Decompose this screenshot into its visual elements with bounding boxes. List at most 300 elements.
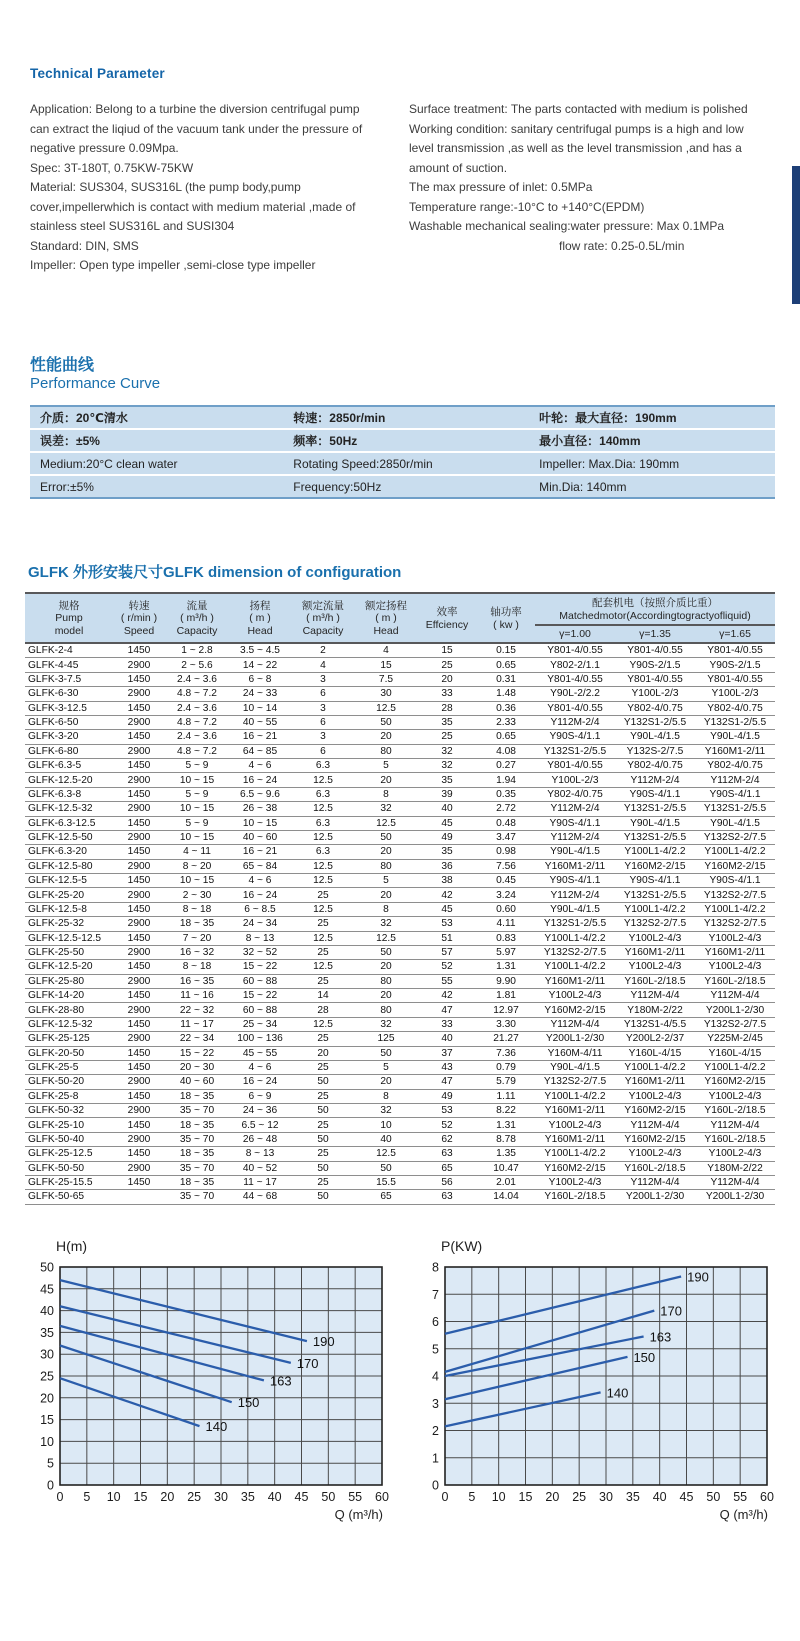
pump-value-cell: 50 [291, 1161, 355, 1175]
header-line: Matchedmotor(Accordingtogractyofliquid) [559, 609, 751, 622]
pump-value-cell: 1450 [113, 1060, 165, 1074]
pump-header-row [25, 593, 775, 625]
pump-value-cell: 1450 [113, 1118, 165, 1132]
pump-value-cell: 12.5 [355, 816, 417, 830]
pump-value-cell: 65 [417, 1161, 477, 1175]
pump-value-cell: Y132S1-2/5.5 [615, 830, 695, 844]
pump-table-row [25, 1089, 775, 1103]
pump-value-cell: 20 [355, 845, 417, 859]
pump-model-cell: GLFK-3-20 [25, 730, 113, 744]
page-edge-decoration [792, 166, 800, 304]
pump-value-cell: 18 ~ 35 [165, 917, 229, 931]
y-tick-label: 2 [432, 1424, 439, 1438]
pump-value-cell: 4 ~ 6 [229, 874, 291, 888]
pump-value-cell: 10 [355, 1118, 417, 1132]
pump-value-cell: 51 [417, 931, 477, 945]
pump-value-cell: 1450 [113, 672, 165, 686]
performance-curve-section [30, 352, 775, 499]
pump-value-cell: 16 ~ 35 [165, 974, 229, 988]
pump-value-cell: Y160L-2/18.5 [695, 974, 775, 988]
pump-value-cell: 42 [417, 989, 477, 1003]
pump-value-cell: Y200L2-2/37 [615, 1032, 695, 1046]
pump-model-cell: GLFK-28-80 [25, 1003, 113, 1017]
pump-value-cell: 50 [355, 1161, 417, 1175]
pump-value-cell: 25 [291, 945, 355, 959]
pump-value-cell: 15 [355, 658, 417, 672]
pump-value-cell: Y132S1-2/5.5 [615, 888, 695, 902]
pump-value-cell: 55 [417, 974, 477, 988]
y-tick-label: 40 [40, 1304, 54, 1319]
pump-value-cell: 2900 [113, 1003, 165, 1017]
header-line: Effciency [425, 618, 469, 631]
curve-label-163: 163 [649, 1329, 672, 1345]
pump-value-cell: 12.5 [355, 701, 417, 715]
pump-value-cell: 2900 [113, 1132, 165, 1146]
pump-value-cell: 20 ~ 30 [165, 1060, 229, 1074]
pump-value-cell: 25 [291, 1147, 355, 1161]
pump-value-cell: Y200L1-2/30 [695, 1190, 775, 1204]
curve-label-190: 190 [687, 1269, 709, 1285]
pump-table-row [25, 859, 775, 873]
pump-value-cell: 2900 [113, 658, 165, 672]
pump-value-cell: 2900 [113, 802, 165, 816]
pump-value-cell: 18 ~ 35 [165, 1175, 229, 1189]
pump-table-row [25, 1161, 775, 1175]
pump-value-cell: 63 [417, 1190, 477, 1204]
pump-specification-table [25, 592, 775, 1205]
pump-value-cell: 25 [291, 917, 355, 931]
pump-value-cell: 52 [417, 960, 477, 974]
pump-value-cell: 2.33 [477, 715, 535, 729]
pump-value-cell: 8 ~ 20 [165, 859, 229, 873]
pump-value-cell: 40 ~ 60 [229, 830, 291, 844]
pump-value-cell: 2 [291, 643, 355, 658]
pump-table-row [25, 1046, 775, 1060]
text-line: cover,impellerwhich is contact with medium material ,made of [30, 199, 356, 214]
pump-value-cell: 6.3 [291, 787, 355, 801]
pump-value-cell: 2900 [113, 945, 165, 959]
pump-value-cell: Y801-4/0.55 [695, 672, 775, 686]
pump-value-cell: Y801-4/0.55 [695, 643, 775, 658]
curve-label-140: 140 [606, 1385, 629, 1401]
pump-value-cell: 80 [355, 859, 417, 873]
pump-table-row [25, 701, 775, 715]
gamma-header-cell: γ=1.65 [695, 625, 775, 643]
pump-value-cell: 4 ~ 6 [229, 759, 291, 773]
pump-value-cell: 2 ~ 5.6 [165, 658, 229, 672]
pump-value-cell: 0.27 [477, 759, 535, 773]
pump-model-cell: GLFK-12.5-80 [25, 859, 113, 873]
text-line: level transmission ,as well as the level transmission ,and has a [409, 141, 742, 155]
pump-value-cell: 3.47 [477, 830, 535, 844]
pump-value-cell: 1.35 [477, 1147, 535, 1161]
x-tick-label: 55 [348, 1490, 363, 1504]
pump-value-cell: Y112M-2/4 [535, 802, 615, 816]
pump-value-cell: Y160L-2/18.5 [535, 1190, 615, 1204]
pump-value-cell: 2900 [113, 974, 165, 988]
pump-value-cell: Y90L-4/1.5 [615, 730, 695, 744]
text-line: Impeller: Open type impeller ,semi-close type impeller [30, 258, 316, 272]
pump-value-cell: 20 [355, 773, 417, 787]
pump-table-header [25, 593, 775, 643]
pump-table-row [25, 830, 775, 844]
pump-value-cell: 3.24 [477, 888, 535, 902]
x-tick-label: 0 [441, 1490, 449, 1504]
pump-value-cell: 2.4 ~ 3.6 [165, 672, 229, 686]
pump-value-cell: Y160M2-2/15 [615, 1104, 695, 1118]
pump-value-cell: Y112M-4/4 [535, 1017, 615, 1031]
pump-value-cell: 5 [355, 874, 417, 888]
pump-value-cell: 0.15 [477, 643, 535, 658]
pump-value-cell: 24 ~ 36 [229, 1104, 291, 1118]
pump-value-cell: Y112M-2/4 [535, 888, 615, 902]
pump-value-cell: Y112M-4/4 [695, 1118, 775, 1132]
pump-value-cell: 8 ~ 18 [165, 902, 229, 916]
pump-value-cell: 60 ~ 88 [229, 1003, 291, 1017]
pump-value-cell: 25 ~ 34 [229, 1017, 291, 1031]
pump-value-cell: 10 ~ 14 [229, 701, 291, 715]
pump-value-cell: 4 [291, 658, 355, 672]
pump-value-cell: 4.8 ~ 7.2 [165, 744, 229, 758]
pump-value-cell: 21.27 [477, 1032, 535, 1046]
pump-value-cell: Y160L-2/18.5 [695, 1104, 775, 1118]
pump-value-cell: 45 [417, 902, 477, 916]
pump-value-cell: Y100L1-4/2.2 [535, 960, 615, 974]
pump-model-cell: GLFK-12.5-20 [25, 960, 113, 974]
pump-value-cell: 47 [417, 1003, 477, 1017]
pump-value-cell: Y801-4/0.55 [615, 643, 695, 658]
pump-value-cell: Y160L-4/15 [695, 1046, 775, 1060]
pump-value-cell: 53 [417, 1104, 477, 1118]
x-tick-label: 20 [545, 1490, 560, 1504]
pump-value-cell: 2900 [113, 773, 165, 787]
pump-value-cell: 18 ~ 35 [165, 1118, 229, 1132]
pump-value-cell: 1450 [113, 902, 165, 916]
pump-value-cell: Y100L1-4/2.2 [695, 902, 775, 916]
pump-value-cell: 1.48 [477, 687, 535, 701]
text-line: Application: Belong to a turbine the diversion centrifugal pump [30, 102, 360, 116]
y-tick-label: 10 [40, 1434, 54, 1449]
pump-value-cell: Y160M1-2/11 [535, 974, 615, 988]
performance-table-cell: Min.Dia: 140mm [539, 479, 627, 494]
pump-value-cell: Y802-4/0.75 [615, 759, 695, 773]
pump-value-cell: 12.5 [291, 802, 355, 816]
pump-value-cell: 1 ~ 2.8 [165, 643, 229, 658]
header-line: 规格 [58, 599, 80, 612]
pump-value-cell: 62 [417, 1132, 477, 1146]
pump-value-cell: Y100L2-4/3 [695, 960, 775, 974]
pump-value-cell: 1450 [113, 730, 165, 744]
pump-value-cell: 33 [417, 687, 477, 701]
performance-table-cell: 误差：±5% [40, 434, 100, 448]
pump-value-cell: 24 ~ 34 [229, 917, 291, 931]
technical-text-columns [30, 100, 774, 276]
pump-value-cell: Y160L-2/18.5 [695, 1132, 775, 1146]
pump-value-cell: 5 [355, 759, 417, 773]
pump-value-cell: 50 [291, 1104, 355, 1118]
pump-value-cell: Y132S2-2/7.5 [695, 917, 775, 931]
pump-value-cell: Y132S2-2/7.5 [535, 1075, 615, 1089]
pump-value-cell: Y112M-4/4 [615, 1118, 695, 1132]
pump-value-cell: 35 [417, 845, 477, 859]
pump-table-row [25, 931, 775, 945]
pump-value-cell: Y200L1-2/30 [535, 1032, 615, 1046]
pump-value-cell: Y160M1-2/11 [535, 1132, 615, 1146]
performance-table-cell: 频率：50Hz [293, 434, 358, 448]
pump-value-cell: Y132S1-2/5.5 [615, 715, 695, 729]
header-line: 效率 [436, 606, 458, 618]
pump-model-cell: GLFK-25-20 [25, 888, 113, 902]
text-line: Material: SUS304, SUS316L (the pump body,pump [30, 180, 301, 194]
x-tick-label: 30 [214, 1490, 228, 1504]
pump-value-cell: 1450 [113, 1147, 165, 1161]
pump-value-cell: Y100L2-4/3 [615, 1147, 695, 1161]
pump-value-cell: 45 ~ 55 [229, 1046, 291, 1060]
pump-model-cell: GLFK-25-50 [25, 945, 113, 959]
performance-table-row [30, 453, 775, 476]
pump-value-cell: Y802-4/0.75 [615, 701, 695, 715]
pump-value-cell: 52 [417, 1118, 477, 1132]
y-tick-label: 3 [432, 1396, 439, 1411]
pump-value-cell: Y801-4/0.55 [535, 643, 615, 658]
pump-value-cell: 26 ~ 38 [229, 802, 291, 816]
pump-value-cell: 50 [355, 715, 417, 729]
pump-value-cell: 12.5 [291, 960, 355, 974]
pump-value-cell: 11 ~ 17 [165, 1017, 229, 1031]
pump-table-row [25, 1075, 775, 1089]
x-tick-label: 40 [652, 1490, 667, 1504]
matched-motor-header-cell [535, 593, 775, 625]
technical-text-left [30, 100, 395, 276]
pump-value-cell: 1450 [113, 1017, 165, 1031]
pump-value-cell: Y132S1-2/5.5 [535, 917, 615, 931]
pump-value-cell: 20 [355, 1075, 417, 1089]
pump-value-cell: 16 ~ 21 [229, 730, 291, 744]
pump-model-cell: GLFK-3-12.5 [25, 701, 113, 715]
performance-table-row [30, 407, 775, 430]
pump-value-cell: Y100L-2/3 [535, 773, 615, 787]
pump-value-cell: 22 ~ 32 [165, 1003, 229, 1017]
pump-value-cell: 3.30 [477, 1017, 535, 1031]
pump-value-cell: Y132S1-2/5.5 [695, 802, 775, 816]
pump-value-cell: Y132S1-4/5.5 [615, 1017, 695, 1031]
pump-value-cell: 1450 [113, 816, 165, 830]
pump-value-cell: Y160L-4/15 [615, 1046, 695, 1060]
pump-value-cell: Y90S-4/1.1 [535, 730, 615, 744]
pump-value-cell: 80 [355, 1003, 417, 1017]
pump-value-cell: 16 ~ 32 [165, 945, 229, 959]
pump-value-cell: 60 ~ 88 [229, 974, 291, 988]
header-line: 额定扬程 [365, 599, 407, 612]
pump-value-cell: Y132S1-2/5.5 [615, 802, 695, 816]
pump-table-row [25, 1147, 775, 1161]
pump-value-cell: 6.3 [291, 816, 355, 830]
pump-model-cell: GLFK-25-32 [25, 917, 113, 931]
pump-value-cell: 25 [291, 1032, 355, 1046]
pump-value-cell: 4 ~ 6 [229, 1060, 291, 1074]
pump-model-cell: GLFK-12.5-50 [25, 830, 113, 844]
pump-value-cell: Y90S-4/1.1 [535, 874, 615, 888]
pump-value-cell: 35 ~ 70 [165, 1104, 229, 1118]
pump-value-cell: 7 ~ 20 [165, 931, 229, 945]
pump-value-cell: 0.45 [477, 874, 535, 888]
pump-value-cell: 15 ~ 22 [165, 1046, 229, 1060]
x-tick-label: 35 [240, 1490, 255, 1504]
pump-table-row [25, 687, 775, 701]
pump-value-cell: 50 [291, 1075, 355, 1089]
pump-value-cell: 1450 [113, 759, 165, 773]
performance-table-cell: Frequency:50Hz [293, 479, 382, 494]
performance-table-row [30, 430, 775, 453]
pump-value-cell: 2900 [113, 744, 165, 758]
pump-value-cell: 32 [355, 802, 417, 816]
pump-value-cell: 2900 [113, 1104, 165, 1118]
pump-model-cell: GLFK-25-10 [25, 1118, 113, 1132]
pump-value-cell: Y90L-4/1.5 [535, 902, 615, 916]
pump-value-cell: Y100L1-4/2.2 [535, 931, 615, 945]
pump-value-cell: 3 [291, 730, 355, 744]
pump-value-cell: Y90S-2/1.5 [615, 658, 695, 672]
pump-model-cell: GLFK-12.5-8 [25, 902, 113, 916]
pump-value-cell: 50 [355, 1046, 417, 1060]
hq-x-axis-title: Q (m³/h) [334, 1507, 383, 1522]
pump-value-cell: Y112M-2/4 [535, 715, 615, 729]
pump-value-cell: 5 ~ 9 [165, 787, 229, 801]
y-tick-label: 20 [40, 1391, 54, 1406]
pump-value-cell: 1450 [113, 989, 165, 1003]
pump-value-cell: 3 [291, 672, 355, 686]
header-line: 扬程 [249, 599, 271, 612]
pump-value-cell: Y132S1-2/5.5 [535, 744, 615, 758]
pump-value-cell: Y100L1-4/2.2 [535, 1147, 615, 1161]
pump-value-cell: Y132S2-2/7.5 [695, 888, 775, 902]
pump-value-cell: 32 [355, 1104, 417, 1118]
pump-value-cell: 15 [417, 643, 477, 658]
x-tick-label: 5 [83, 1490, 91, 1504]
pump-model-cell: GLFK-25-80 [25, 974, 113, 988]
dimension-table-title: GLFK 外形安装尺寸GLFK dimension of configuration [28, 564, 402, 581]
pump-value-cell: 32 [355, 1017, 417, 1031]
pump-value-cell: 8 ~ 18 [165, 960, 229, 974]
pump-model-cell: GLFK-3-7.5 [25, 672, 113, 686]
header-line: ( m³/h ) [180, 612, 214, 625]
pump-value-cell: 28 [291, 1003, 355, 1017]
text-line: negative pressure 0.09Mpa. [30, 141, 179, 155]
pump-value-cell: 0.48 [477, 816, 535, 830]
header-line: Head [247, 624, 273, 637]
pump-value-cell: Y100L1-4/2.2 [615, 1060, 695, 1074]
pump-value-cell: Y100L1-4/2.2 [615, 902, 695, 916]
y-tick-label: 35 [40, 1325, 54, 1340]
pump-value-cell: 7.56 [477, 859, 535, 873]
pump-value-cell: 49 [417, 830, 477, 844]
performance-table-cell: 最小直径：140mm [539, 434, 641, 448]
pump-value-cell: 1450 [113, 787, 165, 801]
pump-value-cell: 16 ~ 21 [229, 845, 291, 859]
pump-value-cell: Y160M1-2/11 [535, 1104, 615, 1118]
pump-value-cell: 63 [417, 1147, 477, 1161]
pump-model-cell: GLFK-6-50 [25, 715, 113, 729]
pump-value-cell: 4.08 [477, 744, 535, 758]
pump-value-cell: 53 [417, 917, 477, 931]
pump-value-cell: Y90S-4/1.1 [535, 816, 615, 830]
pump-value-cell: 20 [355, 888, 417, 902]
pump-table-row [25, 759, 775, 773]
pump-value-cell: 8.78 [477, 1132, 535, 1146]
pump-value-cell: Y132S2-2/7.5 [615, 917, 695, 931]
pump-value-cell: 20 [355, 989, 417, 1003]
pump-value-cell: 28 [417, 701, 477, 715]
pump-value-cell: 1450 [113, 1089, 165, 1103]
pump-value-cell: Y160M2-2/15 [535, 1161, 615, 1175]
pump-value-cell: 30 [355, 687, 417, 701]
pump-value-cell: 12.5 [291, 931, 355, 945]
pump-value-cell: Y200L1-2/30 [615, 1190, 695, 1204]
performance-charts [30, 1238, 776, 1522]
pump-value-cell: 8 [355, 787, 417, 801]
y-tick-label: 50 [40, 1262, 54, 1275]
pump-value-cell: 14 ~ 22 [229, 658, 291, 672]
pump-value-cell: 4 [355, 643, 417, 658]
pump-value-cell: 43 [417, 1060, 477, 1074]
pump-value-cell: 12.97 [477, 1003, 535, 1017]
pump-model-cell: GLFK-14-20 [25, 989, 113, 1003]
pump-value-cell: 0.98 [477, 845, 535, 859]
pump-value-cell: Y801-4/0.55 [535, 672, 615, 686]
pump-header-cell [229, 593, 291, 643]
pump-value-cell: 42 [417, 888, 477, 902]
pump-value-cell: Y112M-2/4 [695, 773, 775, 787]
pump-header-cell [25, 593, 113, 643]
pump-value-cell: 8 [355, 902, 417, 916]
pump-value-cell: 16 ~ 24 [229, 773, 291, 787]
pump-value-cell: Y160L-2/18.5 [615, 1161, 695, 1175]
pump-model-cell: GLFK-4-45 [25, 658, 113, 672]
performance-table-cell: 转速：2850r/min [293, 411, 386, 425]
text-line: amount of suction. [409, 160, 508, 175]
curve-label-150: 150 [633, 1349, 656, 1365]
pump-value-cell: Y160M-4/11 [535, 1046, 615, 1060]
pump-value-cell: Y90L-2/2.2 [535, 687, 615, 701]
pump-value-cell: Y132S2-2/7.5 [695, 830, 775, 844]
pump-value-cell: 0.65 [477, 658, 535, 672]
pump-value-cell: 0.35 [477, 787, 535, 801]
pump-value-cell: Y180M-2/22 [695, 1161, 775, 1175]
pump-value-cell: 2900 [113, 917, 165, 931]
pump-model-cell: GLFK-12.5-20 [25, 773, 113, 787]
pump-value-cell: Y112M-2/4 [535, 830, 615, 844]
pump-value-cell: 35 ~ 70 [165, 1132, 229, 1146]
pump-header-cell [165, 593, 229, 643]
pump-value-cell: 0.83 [477, 931, 535, 945]
pump-value-cell: 15 ~ 22 [229, 960, 291, 974]
pump-value-cell: 15 ~ 22 [229, 989, 291, 1003]
pump-model-cell: GLFK-25-5 [25, 1060, 113, 1074]
pump-value-cell: Y90L-4/1.5 [695, 816, 775, 830]
pump-value-cell: 33 [417, 1017, 477, 1031]
pump-model-cell: GLFK-50-32 [25, 1104, 113, 1118]
pump-table-row [25, 816, 775, 830]
curve-label-190: 190 [312, 1334, 335, 1350]
pump-table-row [25, 1017, 775, 1031]
pump-value-cell: 2900 [113, 888, 165, 902]
x-tick-label: 45 [679, 1490, 694, 1504]
pump-value-cell: Y225M-2/45 [695, 1032, 775, 1046]
pump-value-cell: Y802-4/0.75 [695, 701, 775, 715]
pump-value-cell: 12.5 [291, 1017, 355, 1031]
x-tick-label: 25 [187, 1490, 202, 1504]
x-tick-label: 15 [518, 1490, 533, 1504]
